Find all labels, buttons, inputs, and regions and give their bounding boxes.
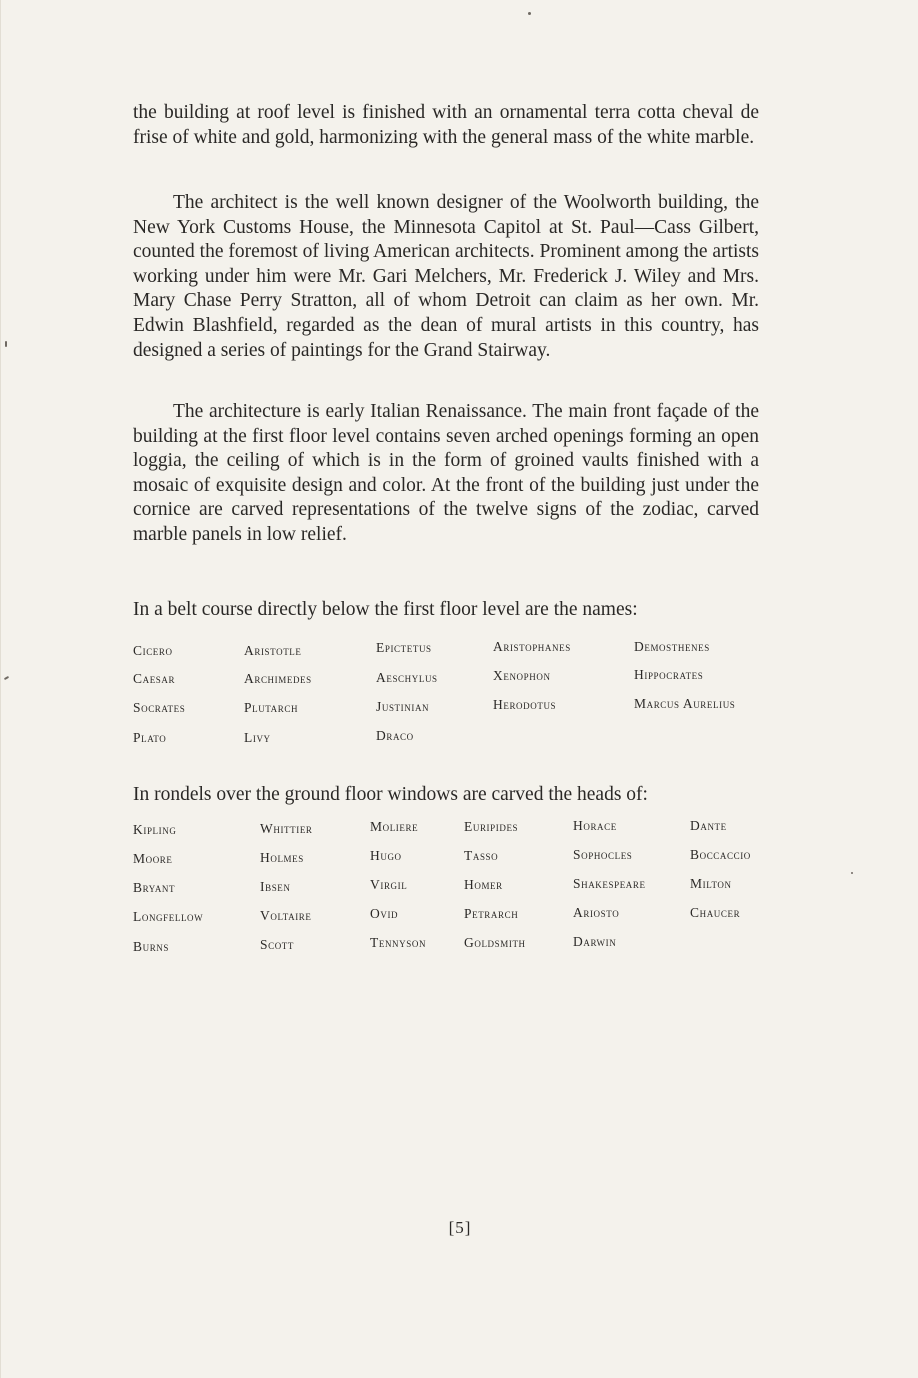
paragraph-architect: The architect is the well known designer of the Woolworth building, the New York Customs House, the Minnesota Capitol at St. Paul—Cass Gilbert, counted the foremost of living American architects. Prominent among the artists working under him were Mr. Gari Melchers, Mr. Frederick J. Wiley and Mrs. Mary Chase Perry Stratton, all of whom Detroit can claim as her own. Mr. Edwin Blashfield, regarded as the dean of mural artists in this country, has designed a series of paintings for the Grand Stairway. bbox=[133, 192, 759, 361]
name-item: Archimedes bbox=[244, 671, 312, 686]
name-item: Kipling bbox=[133, 822, 177, 837]
name-item: Ibsen bbox=[260, 879, 291, 894]
name-item: Aristophanes bbox=[493, 639, 571, 654]
name-item: Hippocrates bbox=[634, 667, 704, 682]
name-item: Goldsmith bbox=[464, 935, 526, 950]
name-item: Draco bbox=[376, 728, 414, 743]
name-item: Tasso bbox=[464, 848, 499, 863]
name-item: Homer bbox=[464, 877, 503, 892]
name-item: Shakespeare bbox=[573, 876, 646, 891]
margin-mark bbox=[4, 676, 9, 680]
name-item: Aristotle bbox=[244, 643, 302, 658]
name-item: Cicero bbox=[133, 643, 173, 658]
name-item: Petrarch bbox=[464, 906, 519, 921]
name-item: Whittier bbox=[260, 821, 313, 836]
paper-speck bbox=[851, 872, 853, 874]
paper-speck bbox=[528, 12, 531, 15]
name-item: Demosthenes bbox=[634, 639, 710, 654]
name-item: Horace bbox=[573, 818, 617, 833]
name-item: Plato bbox=[133, 730, 167, 745]
name-item: Bryant bbox=[133, 880, 176, 895]
name-item: Darwin bbox=[573, 934, 617, 949]
name-item: Sophocles bbox=[573, 847, 633, 862]
name-item: Moore bbox=[133, 851, 173, 866]
name-item: Socrates bbox=[133, 700, 186, 715]
name-item: Caesar bbox=[133, 671, 176, 686]
rondels-intro: In rondels over the ground floor windows are carved the heads of: bbox=[133, 784, 648, 805]
name-item: Epictetus bbox=[376, 640, 432, 655]
name-item: Xenophon bbox=[493, 668, 551, 683]
paragraph-roof-level: the building at roof level is finished with an ornamental terra cotta cheval de frise of white and gold, harmonizing with the general mass of the white marble. bbox=[133, 102, 759, 148]
name-item: Marcus Aurelius bbox=[634, 696, 736, 711]
name-item: Moliere bbox=[370, 819, 419, 834]
name-item: Tennyson bbox=[370, 935, 427, 950]
name-item: Hugo bbox=[370, 848, 402, 863]
name-item: Milton bbox=[690, 876, 732, 891]
name-item: Boccaccio bbox=[690, 847, 751, 862]
name-item: Scott bbox=[260, 937, 295, 952]
name-item: Euripides bbox=[464, 819, 519, 834]
belt-course-intro: In a belt course directly below the first floor level are the names: bbox=[133, 599, 638, 620]
page-number: [5] bbox=[448, 1218, 472, 1237]
name-item: Ariosto bbox=[573, 905, 620, 920]
name-item: Voltaire bbox=[260, 908, 312, 923]
name-item: Holmes bbox=[260, 850, 304, 865]
name-item: Justinian bbox=[376, 699, 430, 714]
margin-mark bbox=[5, 341, 7, 347]
paragraph-architecture: The architecture is early Italian Renaissance. The main front façade of the building at the first floor level contains seven arched openings forming an open loggia, the ceiling of which is in the form of groined vaults finished with a mosaic of exquisite design and color. At the front of the building just under the cornice are carved representations of the twelve signs of the zodiac, carved marble panels in low relief. bbox=[133, 401, 759, 545]
name-item: Plutarch bbox=[244, 700, 299, 715]
name-item: Dante bbox=[690, 818, 727, 833]
name-item: Chaucer bbox=[690, 905, 741, 920]
name-item: Livy bbox=[244, 730, 271, 745]
name-item: Ovid bbox=[370, 906, 399, 921]
name-item: Longfellow bbox=[133, 909, 204, 924]
name-item: Herodotus bbox=[493, 697, 557, 712]
name-item: Virgil bbox=[370, 877, 408, 892]
name-item: Burns bbox=[133, 939, 170, 954]
name-item: Aeschylus bbox=[376, 670, 438, 685]
